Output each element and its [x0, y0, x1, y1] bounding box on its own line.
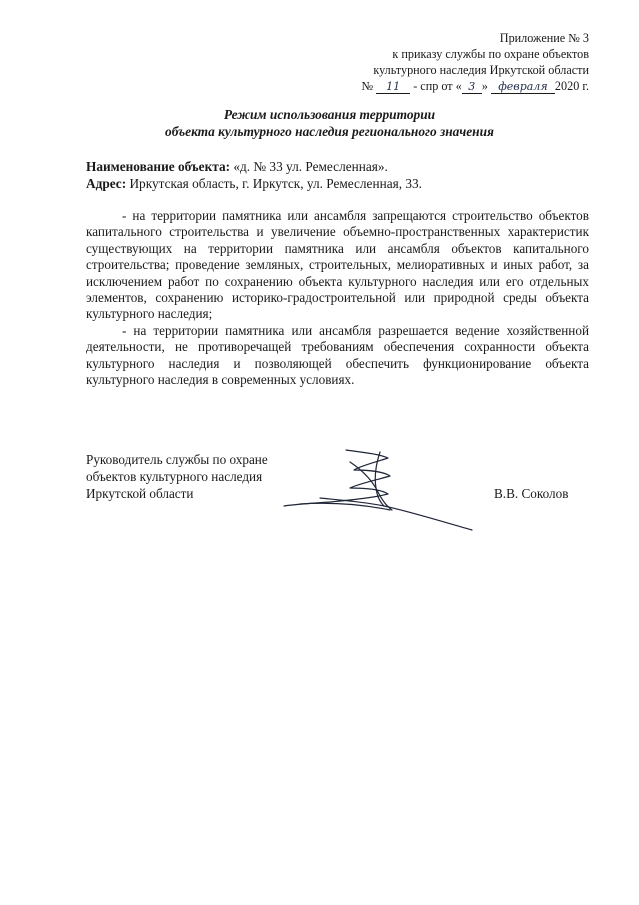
object-address-row	[86, 175, 596, 192]
object-name-value: «д. № 33 ул. Ремесленная».	[233, 159, 388, 174]
appendix-line-1: Приложение № 3	[499, 31, 589, 45]
object-address-label: Адрес:	[86, 176, 127, 191]
order-year: 2020 г.	[554, 79, 589, 93]
title-line-1: Режим использования территории	[223, 107, 436, 122]
signatory-name: В.В. Соколов	[494, 486, 569, 501]
number-sign: №	[361, 79, 374, 93]
signatory-line-2: объектов культурного наследия	[86, 468, 263, 484]
title-line-2: объекта культурного наследия регионального значения	[165, 124, 494, 139]
order-mid-text: - спр от «	[413, 79, 462, 93]
order-number-line	[361, 78, 589, 94]
handwritten-order-number: 11	[376, 81, 410, 94]
object-info	[86, 158, 596, 192]
appendix-header	[361, 30, 589, 94]
handwritten-month: февраля	[491, 81, 555, 94]
handwritten-day: 3	[462, 81, 482, 94]
object-address-value: Иркутская область, г. Иркутск, ул. Ремесленная, 33.	[129, 176, 422, 191]
appendix-line-3: культурного наследия Иркутской области	[373, 63, 589, 77]
day-close-quote: »	[481, 79, 488, 93]
appendix-line-2: к приказу службы по охране объектов	[392, 47, 589, 61]
permission-paragraph: - на территории памятника или ансамбля разрешается ведение хозяйственной деятельности, не противоречащей требованиям обеспечения сохранности объекта культурного наследия и позволяющей обеспечить функционирование объекта культурного наследия в современных условиях.	[86, 322, 589, 388]
document-body	[86, 208, 589, 388]
signatory-line-3: Иркутской области	[86, 485, 194, 501]
object-name-row	[86, 158, 596, 175]
handwritten-signature	[280, 440, 480, 540]
signatory-line-1: Руководитель службы по охране	[86, 452, 268, 467]
document-title	[0, 106, 639, 140]
object-name-label: Наименование объекта:	[86, 159, 231, 174]
prohibition-paragraph: - на территории памятника или ансамбля запрещаются строительство объектов капитального строительства и увеличение объемно-пространственных характеристик существующих на территории памятника или ансамбля объектов капитального строительства; проведение земляных, строительных, мелиоративных и иных работ, за исключением работ по сохранению объекта культурного наследия или его отдельных элементов, сохранению историко-градостроительной или природной среды объекта культурного наследия;	[86, 208, 589, 322]
